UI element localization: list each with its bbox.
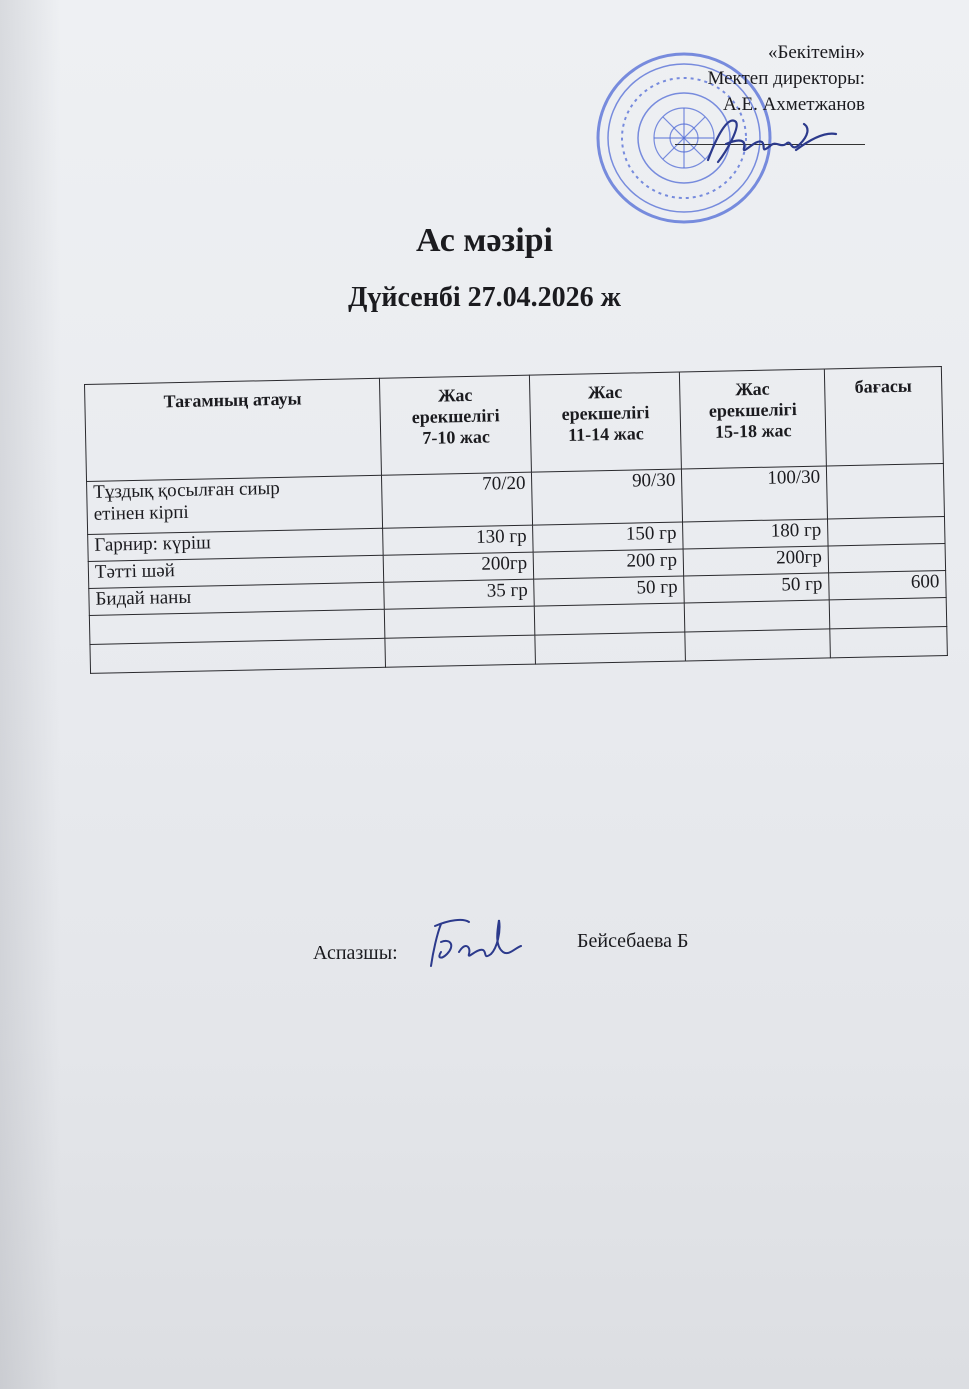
empty-cell — [90, 638, 386, 673]
header-line: 11-14 жас — [567, 423, 644, 445]
portion-11-14: 50 гр — [534, 576, 684, 606]
empty-cell — [685, 629, 830, 661]
cook-signature — [425, 912, 525, 972]
portion-7-10: 130 гр — [383, 525, 533, 555]
header-line: ерекшелігі — [411, 405, 500, 428]
dish-name-line: Бидай наны — [95, 586, 192, 610]
director-position: Мектеп директоры: — [707, 68, 865, 89]
header-age-15-18 — [680, 369, 827, 469]
header-age-11-14 — [530, 372, 682, 472]
portion-11-14: 150 гр — [533, 522, 683, 552]
header-line: Жас — [437, 384, 473, 406]
header-line: Жас — [735, 378, 770, 400]
portion-15-18: 200гр — [683, 546, 828, 576]
cook-name: Бейсебаева Б — [577, 930, 689, 952]
portion-7-10: 200гр — [384, 552, 534, 582]
empty-cell — [385, 635, 535, 667]
price-cell — [828, 544, 945, 573]
portion-11-14: 200 гр — [533, 549, 683, 579]
portion-7-10: 35 гр — [384, 579, 534, 609]
dish-name-line: Тәтті шәй — [94, 560, 176, 583]
empty-cell — [535, 603, 685, 635]
empty-cell — [829, 597, 947, 628]
empty-cell — [385, 606, 535, 638]
page-shadow — [0, 0, 60, 1389]
approval-heading: «Бекітемін» — [767, 42, 865, 63]
dish-name-line: етінен кірпі — [93, 501, 189, 525]
header-dish-name-text: Тағамның атауы — [163, 388, 302, 412]
header-line: 7-10 жас — [422, 426, 491, 448]
dish-name-line: Тұздық қосылған сиыр — [93, 477, 281, 503]
menu-table — [84, 366, 948, 674]
portion-7-10: 70/20 — [382, 472, 533, 528]
cook-label: Аспазшы: — [313, 942, 398, 964]
header-line: ерекшелігі — [708, 399, 797, 421]
price-cell — [826, 464, 944, 519]
header-line: ерекшелігі — [561, 402, 650, 425]
director-signature — [700, 108, 840, 178]
dish-name — [87, 475, 384, 534]
document-title: Ас мәзірі — [415, 222, 553, 259]
portion-15-18: 50 гр — [684, 573, 829, 603]
director-name: А.Е. Ахметжанов — [723, 94, 865, 115]
header-dish-name — [85, 378, 382, 481]
empty-cell — [684, 600, 829, 632]
dish-name-line: Гарнир: күріш — [94, 532, 212, 556]
price-cell: 600 — [829, 570, 946, 599]
price-cell — [828, 517, 945, 546]
header-price-text: бағасы — [854, 375, 913, 397]
portion-15-18: 100/30 — [682, 466, 828, 522]
table-header-row — [85, 367, 944, 482]
empty-cell — [535, 632, 685, 664]
header-line: 15-18 жас — [714, 420, 792, 442]
header-line: Жас — [587, 381, 623, 403]
document-date: Дүйсенбі 27.04.2026 ж — [348, 282, 621, 313]
portion-15-18: 180 гр — [683, 519, 828, 549]
menu-table-container — [84, 366, 948, 674]
header-price — [824, 367, 943, 466]
empty-cell — [830, 626, 948, 657]
header-age-7-10 — [380, 375, 532, 475]
approval-block — [565, 40, 865, 118]
portion-11-14: 90/30 — [532, 469, 683, 525]
